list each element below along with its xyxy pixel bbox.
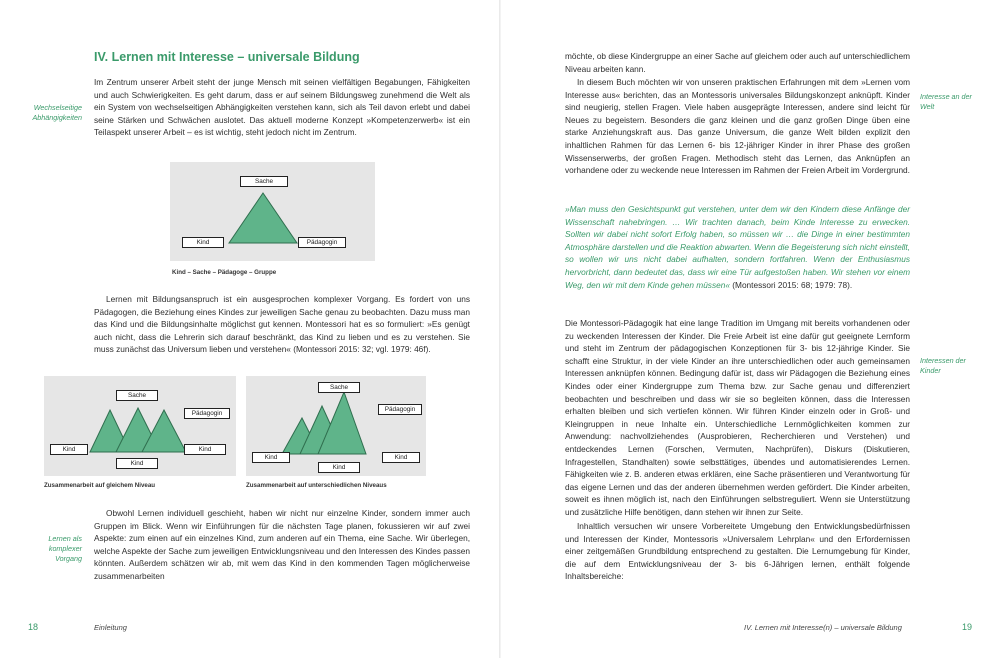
right-paragraph-3: Die Montessori-Pädagogik hat eine lange Tradition im Umgang mit bereits vorhandenen oder zu weckenden Interessen der Kinder. Die Freie Arbeit ist eine dafür gut geeignete Lernform und steht im Zentrum der pädagogischen Konzeptionen für 3- bis 12-jährige Kinder. Sie schafft eine Struktur, in der viele Kinder an ihre unterschiedlichen oder auch gemeinsamen Interessen anknüpfen können. Bedingung dafür ist, dass wir Pädagogen die Beziehung eines Kindes oder einer Kindergruppe zum Thema bzw. zur Sache genau und differenziert beobachten und beschreiben und dass wir sie so begleiten können, dass die Interessen erhalten bleiben und sich vertiefen können. Wir führen Kinder einzeln oder in Groß- und Kleingruppen in neue Inhalte ein. Unterschiedliche Lernmöglichkeiten kommen zur Anwendung: nachvollziehendes (Ausprobieren, Recherchieren und Verstehen) und entdeckendes Lernen (Forschen, Vermuten, Nachprüfen), Diskurs (Diskutieren, Infragestellen, Standhalten) sowie selbsttätiges, übendes und automatisierendes Lernen. Fähigkeiten wie z. B. anderen etwas erklären, eine Sache präsentieren und Verantwortung für das eigene Lernen und das der anderen übernehmen werden gefördert. Die Kinder arbeiten, soweit es ihnen möglich ist, nach den Einführungen selbstreguliert. Wenn sie Unterstützung und zusätzliche Hilfe benötigen, dann stehen wir ihnen zur Seite. — [565, 318, 910, 517]
triangle-shape — [228, 192, 298, 244]
montessori-quote — [565, 203, 910, 291]
quote-text: »Man muss den Gesichtspunkt gut verstehen, unter dem wir den Kindern diese Anfänge der Wissenschaft nahebringen. … Wir trachten danach, beim Kinde Interesse zu erwecken. Sollten wir dabei nicht sofort Erfolg haben, so müssen wir … die Dinge in einer bestimmten Atmosphäre darstellen und die Reaktion abwarten. Wenn die Begeisterung sich nicht einstellt, so wollen wir uns nicht dabei aufhalten, sondern fortfahren. Wenn der Enthusiasmus hervorbricht, dann bedeutet das, dass wir eine Tür aufgestoßen haben. Wir stehen vor einem Weg, den wir mit dem Kinde gehen müssen« — [565, 204, 910, 290]
margin-note-wechselseitige: Wechselseitige Abhängigkeiten — [32, 103, 82, 122]
label-kind-bottom: Kind — [318, 462, 360, 473]
label-paedagogin: Pädagogin — [298, 237, 346, 248]
triangles-equal — [88, 398, 188, 454]
margin-note-interesse-welt: Interesse an der Welt — [920, 92, 972, 111]
diagram-kind-sache — [170, 162, 375, 261]
left-paragraph-1: Im Zentrum unserer Arbeit steht der junge Mensch mit seinen vielfältigen Begabungen, Fähigkeiten und auch Schwierigkeiten. Es geht darum, dass er auf seinem Bildungsweg zunehmend die Welt als ein System von wechselseitigen Abhängigkeiten verstehen kann, sich als Teil davon erlebt und dabei seine Stärken und Schwächen auslotet. Das aktuell moderne Konzept »Kompetenzerwerb« ist ein Teilaspekt unserer Arbeit – es ist wichtig, steht jedoch nicht im Zentrum. — [94, 77, 470, 138]
page-number-right: 19 — [962, 622, 973, 632]
label-kind: Kind — [182, 237, 224, 248]
footer-left: Einleitung — [94, 623, 127, 632]
label-paedagogin: Pädagogin — [378, 404, 422, 415]
margin-note-interessen-kinder: Interessen der Kinder — [920, 356, 966, 375]
right-paragraph-2: In diesem Buch möchten wir von unseren praktischen Erfahrungen mit dem »Lernen vom Interesse aus« berichten, das an Montessoris universales Bildungskonzept anknüpft. Kinder sind neugierig, stellen Fragen. Viele haben ausgeprägte Interessen, andere sind leicht für Neues zu begeistern. Besonders die ganz kleinen und die ganz großen Dinge üben eine starke Anziehungskraft aus. Das ganze Universum, die ganze Welt bilden explizit den inhaltlichen Rahmen für das Lernen 6- bis 12-jähriger Kinder in ihrer Phase des großen Wissenserwerbs, der großen Fragen. Methodisch steht das Lernen, das Anknüpfen an vorhandene oder zu weckende neue Interessen im Rahmen der Freien Arbeit im Vordergrund. — [565, 77, 910, 176]
left-paragraph-3: Obwohl Lernen individuell geschieht, haben wir nicht nur einzelne Kinder, sondern immer auch Gruppen im Blick. Wenn wir Einführungen für die nächsten Tage planen, fokussieren wir auf zwei Aspekte: zum einen auf ein einzelnes Kind, zum anderen auf ein Thema, eine Sache. Wir überlegen, welche Aspekte der Sache zum jeweiligen Entwicklungsniveau und den Interessen des Kindes passen könnten. Außerdem schätzen wir ab, mit wem das Kind in den kommenden Tagen möglicherweise zusammenarbeiten — [94, 508, 470, 581]
caption-diagram-2: Zusammenarbeit auf gleichem Niveau — [44, 482, 156, 489]
caption-diagram-1: Kind – Sache – Pädagoge – Gruppe — [172, 269, 277, 276]
right-paragraph-4: Inhaltlich versuchen wir unsere Vorbereitete Umgebung den Entwicklungsbedürfnissen und Interessen der Kinder, Montessoris »Universalem Lehrplan« und den Erfordernissen einer zeitgemäßen Grundbildung entsprechend zu gestalten. Die Lernumgebung für Kinder, die auf dem Entwicklungsniveau der 3- bis 6-Jährigen lernen, enthält folgende Inhaltsbereiche: — [565, 521, 910, 582]
diagram-unterschiedliche-niveaus — [246, 376, 426, 476]
label-kind-left: Kind — [50, 444, 88, 455]
label-sache: Sache — [240, 176, 288, 187]
label-kind-right: Kind — [184, 444, 226, 455]
section-heading: IV. Lernen mit Interesse – universale Bildung — [94, 50, 360, 64]
label-kind-left: Kind — [252, 452, 290, 463]
quote-citation: (Montessori 2015: 68; 1979: 78). — [732, 279, 853, 290]
right-paragraph-1: möchte, ob diese Kindergruppe an einer Sache auf gleichem oder auch auf unterschiedlichem Niveau arbeiten kann. — [565, 51, 910, 74]
triangles-varied — [278, 388, 368, 456]
margin-note-komplexer-vorgang: Lernen als komplexer Vorgang — [48, 534, 82, 563]
label-kind-right: Kind — [382, 452, 420, 463]
diagram-gleiches-niveau — [44, 376, 236, 476]
label-paedagogin: Pädagogin — [184, 408, 230, 419]
label-sache: Sache — [116, 390, 158, 401]
label-sache: Sache — [318, 382, 360, 393]
footer-right: IV. Lernen mit Interesse(n) – universale Bildung — [744, 623, 902, 632]
label-kind-bottom: Kind — [116, 458, 158, 469]
page-gutter — [499, 0, 501, 658]
caption-diagram-3: Zusammenarbeit auf unterschiedlichen Niveaus — [246, 482, 387, 489]
left-paragraph-2: Lernen mit Bildungsanspruch ist ein ausgesprochen komplexer Vorgang. Es fordert von uns Pädagogen, die Beziehung eines Kindes zur jeweiligen Sache genau zu beobachten. Dazu muss man das Kind und die Bildungsinhalte möglichst gut kennen. Montessori hat es so formuliert: »Es genügt auch nicht, dass die Lehrerin sich darauf beschränkt, das Kind zu lieben und es zu verstehen. Sie muss zunächst das Universum lieben und verstehen« (Montessori 2015: 32; vgl. 1979: 46f). — [94, 294, 470, 355]
page-number-left: 18 — [28, 622, 39, 632]
